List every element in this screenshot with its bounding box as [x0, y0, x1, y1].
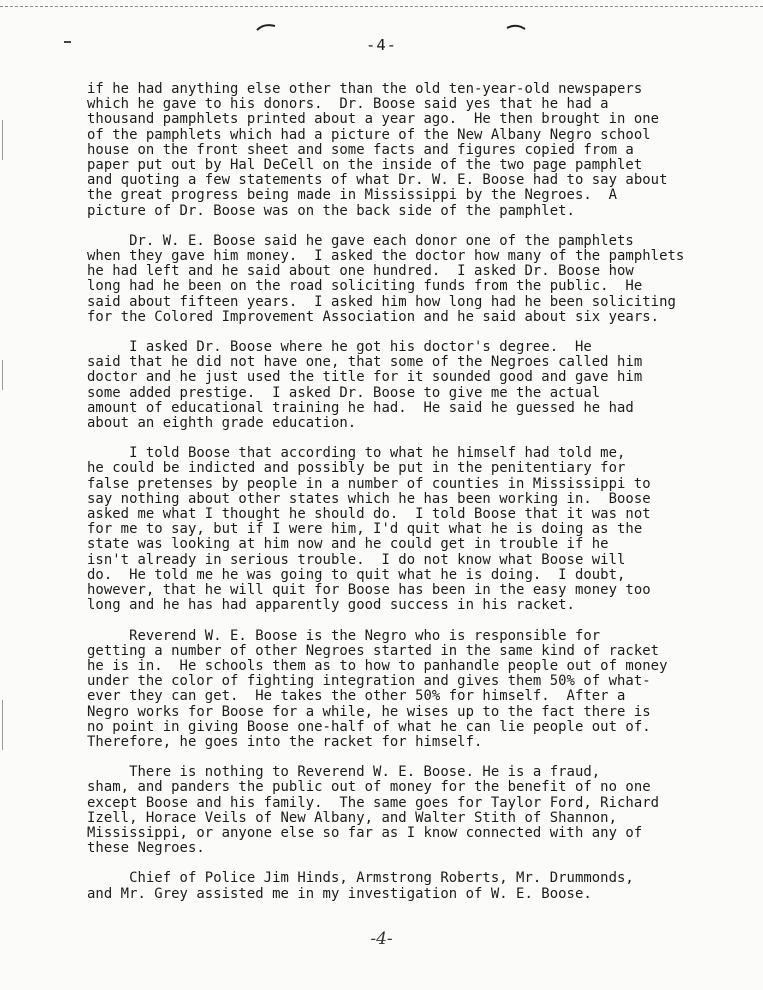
text-line: I told Boose that according to what he himself had told me, [87, 445, 626, 462]
scan-smudge [256, 22, 276, 32]
text-line: I asked Dr. Boose where he got his doctor's degree. He [87, 339, 592, 356]
text-line: and quoting a few statements of what Dr. W. E. Boose had to say about [87, 172, 668, 189]
text-line: long and he has had apparently good success in his racket. [87, 597, 575, 614]
text-line: Izell, Horace Veils of New Albany, and Walter Stith of Shannon, [87, 809, 618, 826]
text-line: Therefore, he goes into the racket for himself. [87, 733, 483, 750]
text-line: no point in giving Boose one-half of what he can lie people out of. [87, 718, 651, 735]
text-line: Chief of Police Jim Hinds, Armstrong Roberts, Mr. Drummonds, [87, 870, 634, 887]
paragraph [87, 446, 727, 613]
page-number-bottom: -4- [370, 929, 393, 949]
text-line: ever they can get. He takes the other 50% for himself. After a [87, 688, 626, 705]
text-line: doctor and he just used the title for it sounded good and gave him [87, 369, 643, 386]
text-line: long had he been on the road soliciting funds from the public. He [87, 278, 643, 295]
document-body [87, 82, 727, 917]
text-line: of the pamphlets which had a picture of the New Albany Negro school [87, 126, 651, 143]
text-line: he is in. He schools them as to how to panhandle people out of money [87, 657, 668, 674]
text-line: however, that he will quit for Boose has been in the easy money too [87, 582, 651, 599]
text-line: amount of educational training he had. He said he guessed he had [87, 399, 634, 416]
text-line: if he had anything else other than the old ten-year-old newspapers [87, 81, 643, 97]
text-line: Negro works for Boose for a while, he wises up to the fact there is [87, 703, 651, 720]
scan-smudge [506, 22, 526, 32]
text-line: Reverend W. E. Boose is the Negro who is responsible for [87, 627, 601, 644]
margin-mark [2, 120, 3, 160]
text-line: house on the front sheet and some facts and figures copied from a [87, 141, 634, 158]
text-line: getting a number of other Negroes started in the same kind of racket [87, 642, 660, 659]
paragraph [87, 234, 727, 325]
text-line: Dr. W. E. Boose said he gave each donor one of the pamphlets [87, 232, 634, 249]
text-line: picture of Dr. Boose was on the back side of the pamphlet. [87, 202, 575, 219]
text-line: paper put out by Hal DeCell on the inside of the two page pamphlet [87, 157, 643, 174]
page-top-edge [0, 0, 763, 7]
paragraph [87, 765, 727, 856]
margin-mark [2, 700, 3, 750]
text-line: do. He told me he was going to quit what he is doing. I doubt, [87, 566, 626, 583]
text-line: thousand pamphlets printed about a year ago. He then brought in one [87, 111, 660, 128]
text-line: isn't already in serious trouble. I do not know what Boose will [87, 551, 626, 568]
text-line: under the color of fighting integration and gives them 50% of what- [87, 673, 651, 690]
text-line: and Mr. Grey assisted me in my investigation of W. E. Boose. [87, 885, 592, 902]
text-line: he had left and he said about one hundred. I asked Dr. Boose how [87, 263, 634, 280]
paragraph [87, 82, 727, 219]
paragraph [87, 340, 727, 431]
text-line: state was looking at him now and he could get in trouble if he [87, 536, 609, 553]
text-line: asked me what I thought he should do. I told Boose that it was not [87, 506, 651, 523]
text-line: which he gave to his donors. Dr. Boose said yes that he had a [87, 96, 609, 113]
text-line: There is nothing to Reverend W. E. Boose. He is a fraud, [87, 764, 601, 781]
text-line: for the Colored Improvement Association and he said about six years. [87, 308, 660, 325]
text-line: for me to say, but if I were him, I'd quit what he is doing as the [87, 521, 643, 538]
text-line: Mississippi, or anyone else so far as I know connected with any of [87, 824, 643, 841]
text-line: when they gave him money. I asked the doctor how many of the pamphlets [87, 248, 685, 265]
text-line: said about fifteen years. I asked him how long had he been soliciting [87, 293, 676, 310]
page-number-top: -4- [366, 36, 397, 54]
text-line: sham, and panders the public out of money for the benefit of no one [87, 779, 651, 796]
paragraph [87, 629, 727, 751]
margin-mark [2, 360, 3, 390]
text-line: false pretenses by people in a number of counties in Mississippi to [87, 475, 651, 492]
text-line: these Negroes. [87, 840, 205, 857]
text-line: some added prestige. I asked Dr. Boose to give me the actual [87, 384, 601, 401]
text-line: he could be indicted and possibly be put in the penitentiary for [87, 460, 626, 477]
text-line: about an eighth grade education. [87, 415, 357, 432]
text-line: say nothing about other states which he has been working in. Boose [87, 490, 651, 507]
text-line: said that he did not have one, that some of the Negroes called him [87, 354, 643, 371]
text-line: except Boose and his family. The same goes for Taylor Ford, Richard [87, 794, 660, 811]
text-line: the great progress being made in Mississippi by the Negroes. A [87, 187, 618, 204]
paragraph [87, 871, 727, 901]
